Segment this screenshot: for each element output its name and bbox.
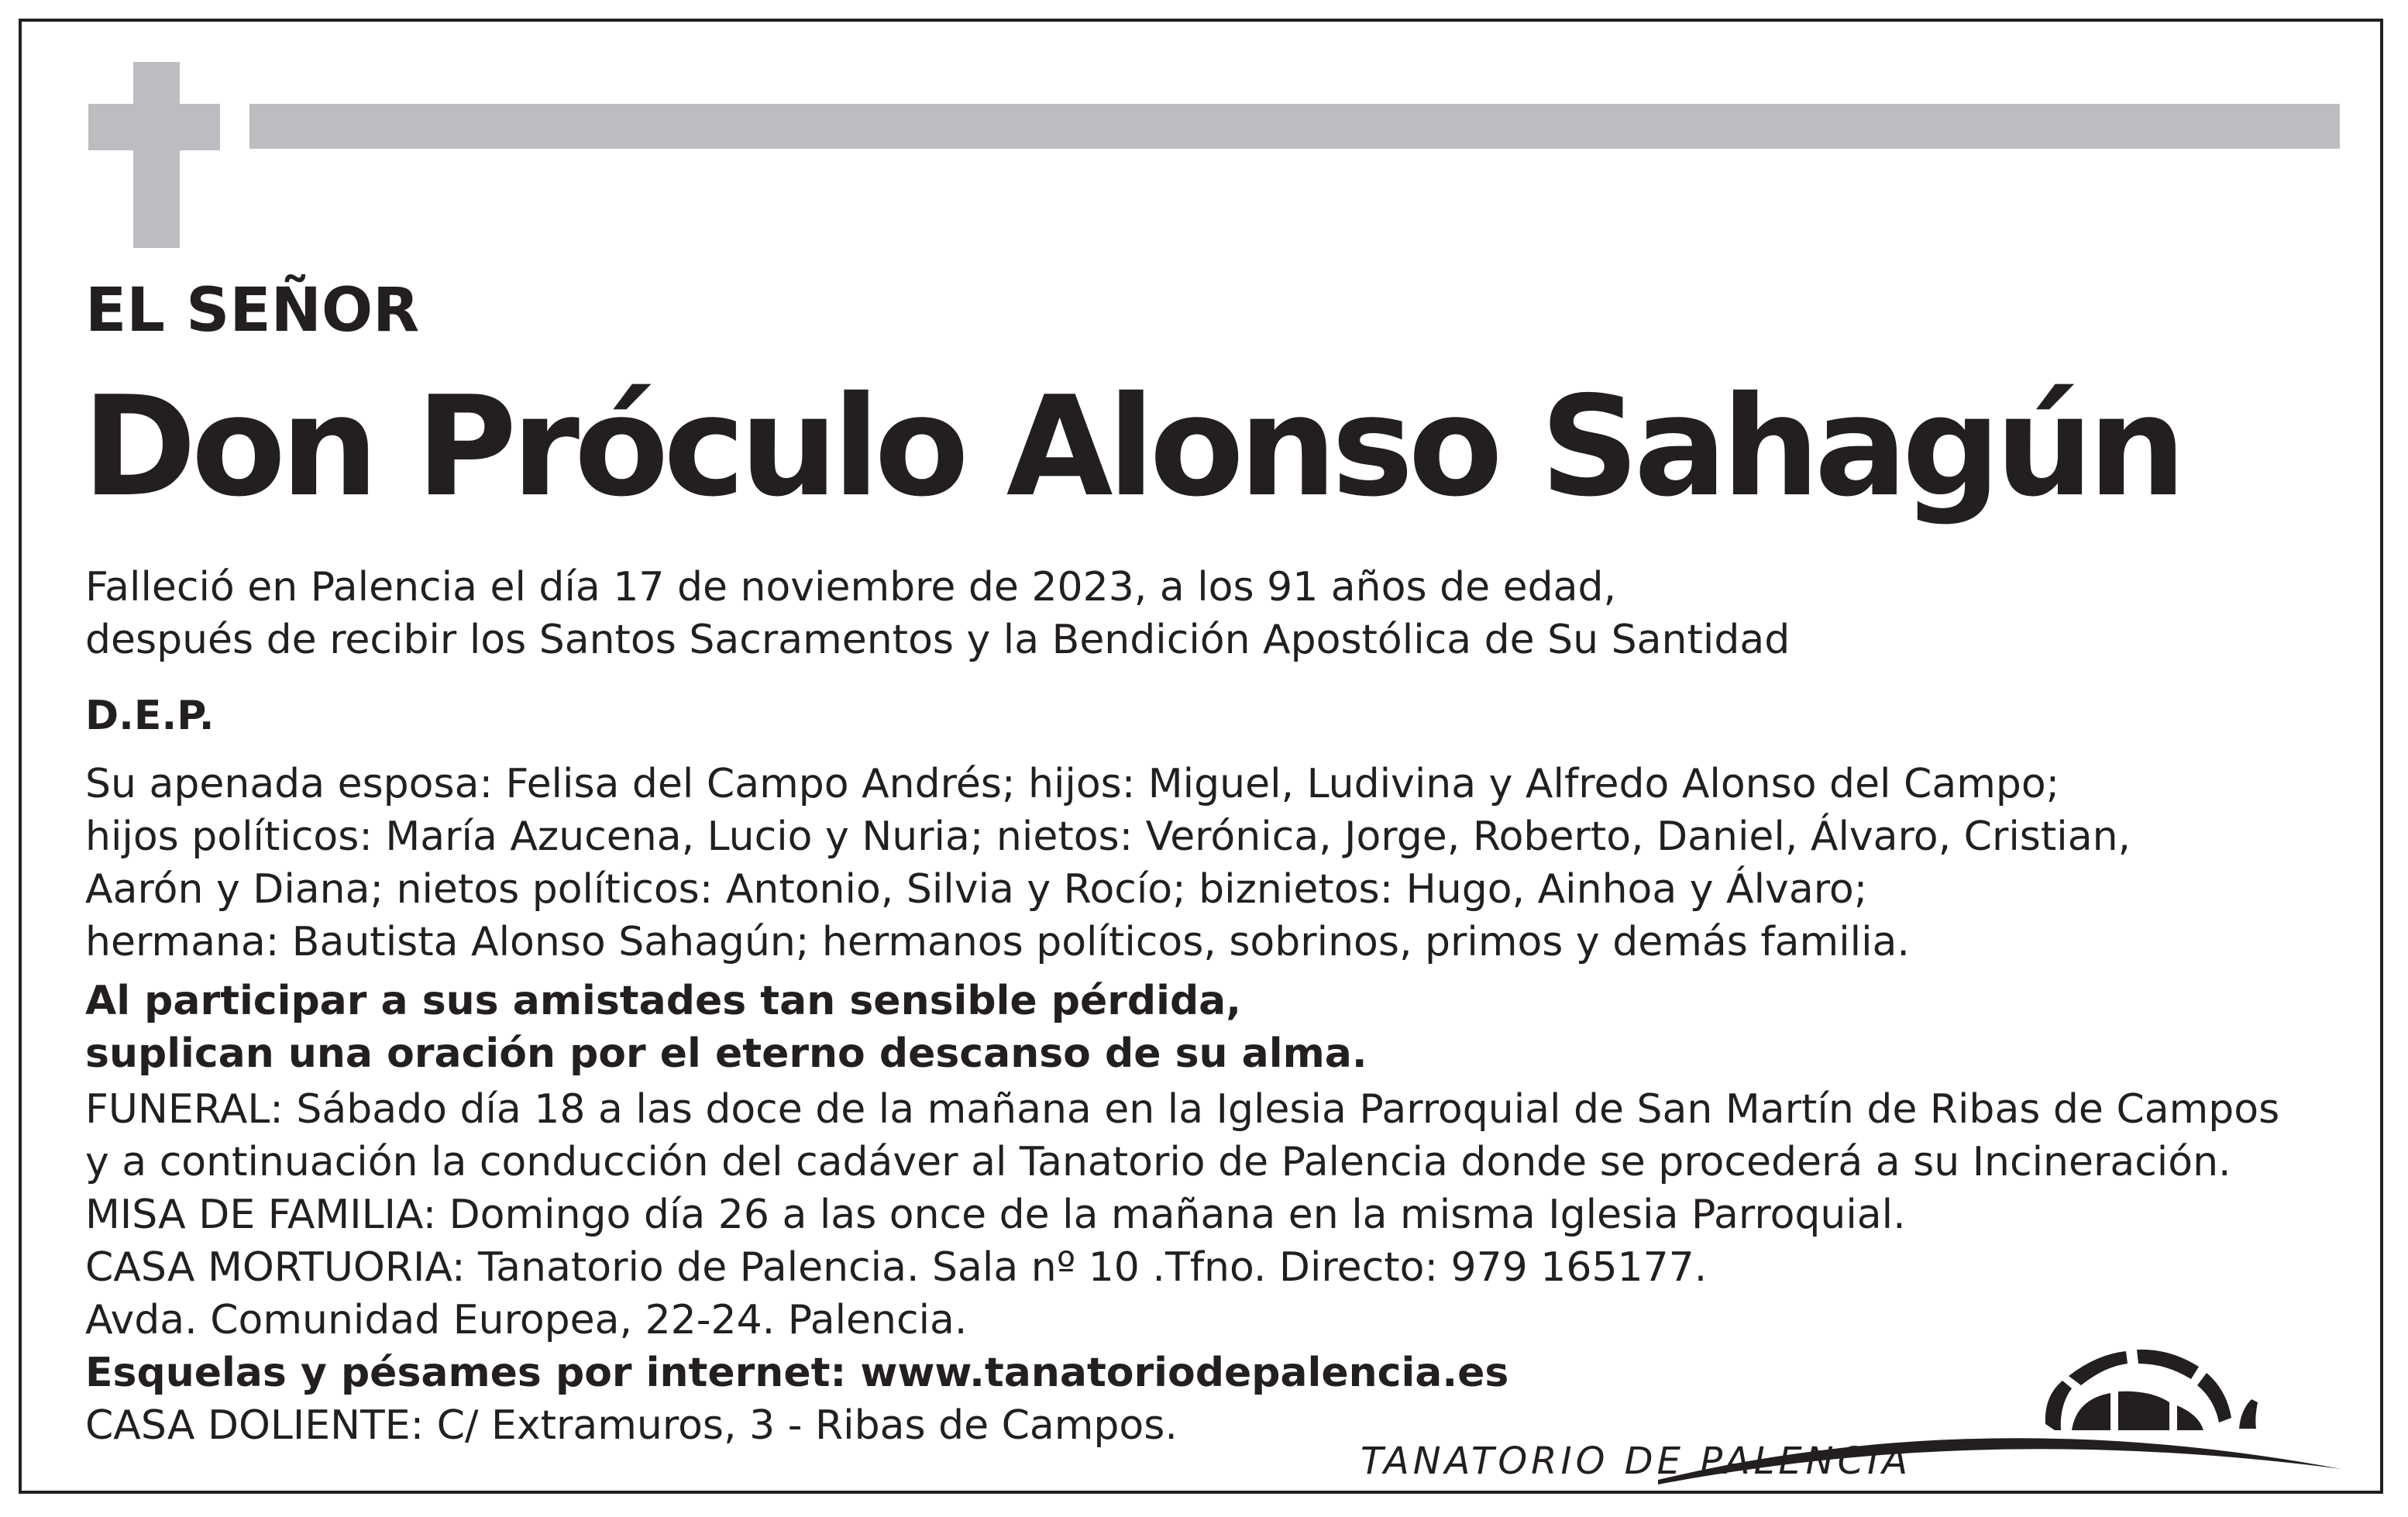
header-bar — [249, 104, 2340, 149]
death-announcement — [85, 561, 1790, 666]
death-line: Falleció en Palencia el día 17 de noviembre de 2023, a los 91 años de edad, — [85, 564, 1616, 611]
website-line: Esquelas y pésames por internet: www.tanatoriodepalencia.es — [85, 1350, 1509, 1396]
family-line: Aarón y Diana; nietos políticos: Antonio, Silvia y Rocío; biznietos: Hugo, Ainhoa y Álvaro; — [85, 866, 1868, 913]
family-line: Su apenada esposa: Felisa del Campo Andrés; hijos: Miguel, Ludivina y Alfredo Alonso del Campo; — [85, 761, 2060, 807]
funeral-line: y a continuación la conducción del cadáver al Tanatorio de Palencia donde se procederá a su Incineración. — [85, 1139, 2231, 1185]
death-line: después de recibir los Santos Sacramentos y la Bendición Apostólica de Su Santidad — [85, 617, 1791, 663]
tanatorio-logo-text: TANATORIO DE PALENCIA — [1361, 1440, 1912, 1483]
funeral-line: FUNERAL: Sábado día 18 a las doce de la mañana en la Iglesia Parroquial de San Martín de Ribas de Campos — [85, 1086, 2280, 1133]
cross-icon-arm — [88, 104, 220, 150]
prayer-line: suplican una oración por el eterno descanso de su alma. — [85, 1030, 1367, 1077]
family-line: hermana: Bautista Alonso Sahagún; hermanos políticos, sobrinos, primos y demás familia. — [85, 919, 1910, 965]
mourning-house-line: CASA DOLIENTE: C/ Extramuros, 3 - Ribas de Campos. — [85, 1402, 1178, 1449]
prayer-line: Al participar a sus amistades tan sensible pérdida, — [85, 978, 1242, 1024]
family-list — [85, 758, 2131, 968]
dep-label: D.E.P. — [85, 693, 215, 739]
family-mass-line: MISA DE FAMILIA: Domingo día 26 a las once de la mañana en la misma Iglesia Parroquial. — [85, 1192, 1906, 1238]
address-line: Avda. Comunidad Europea, 22-24. Palencia. — [85, 1297, 968, 1343]
family-line: hijos políticos: María Azucena, Lucio y Nuria; nietos: Verónica, Jorge, Roberto, Daniel, Álvaro, Cristian, — [85, 814, 2131, 860]
deceased-name: Don Próculo Alonso Sahagún — [82, 366, 2181, 527]
cross-icon — [133, 62, 180, 248]
prayer-request — [85, 975, 1367, 1080]
title-prefix: EL SEÑOR — [85, 276, 420, 346]
mortuary-line: CASA MORTUORIA: Tanatorio de Palencia. Sala nº 10 .Tfno. Directo: 979 165177. — [85, 1244, 1708, 1291]
